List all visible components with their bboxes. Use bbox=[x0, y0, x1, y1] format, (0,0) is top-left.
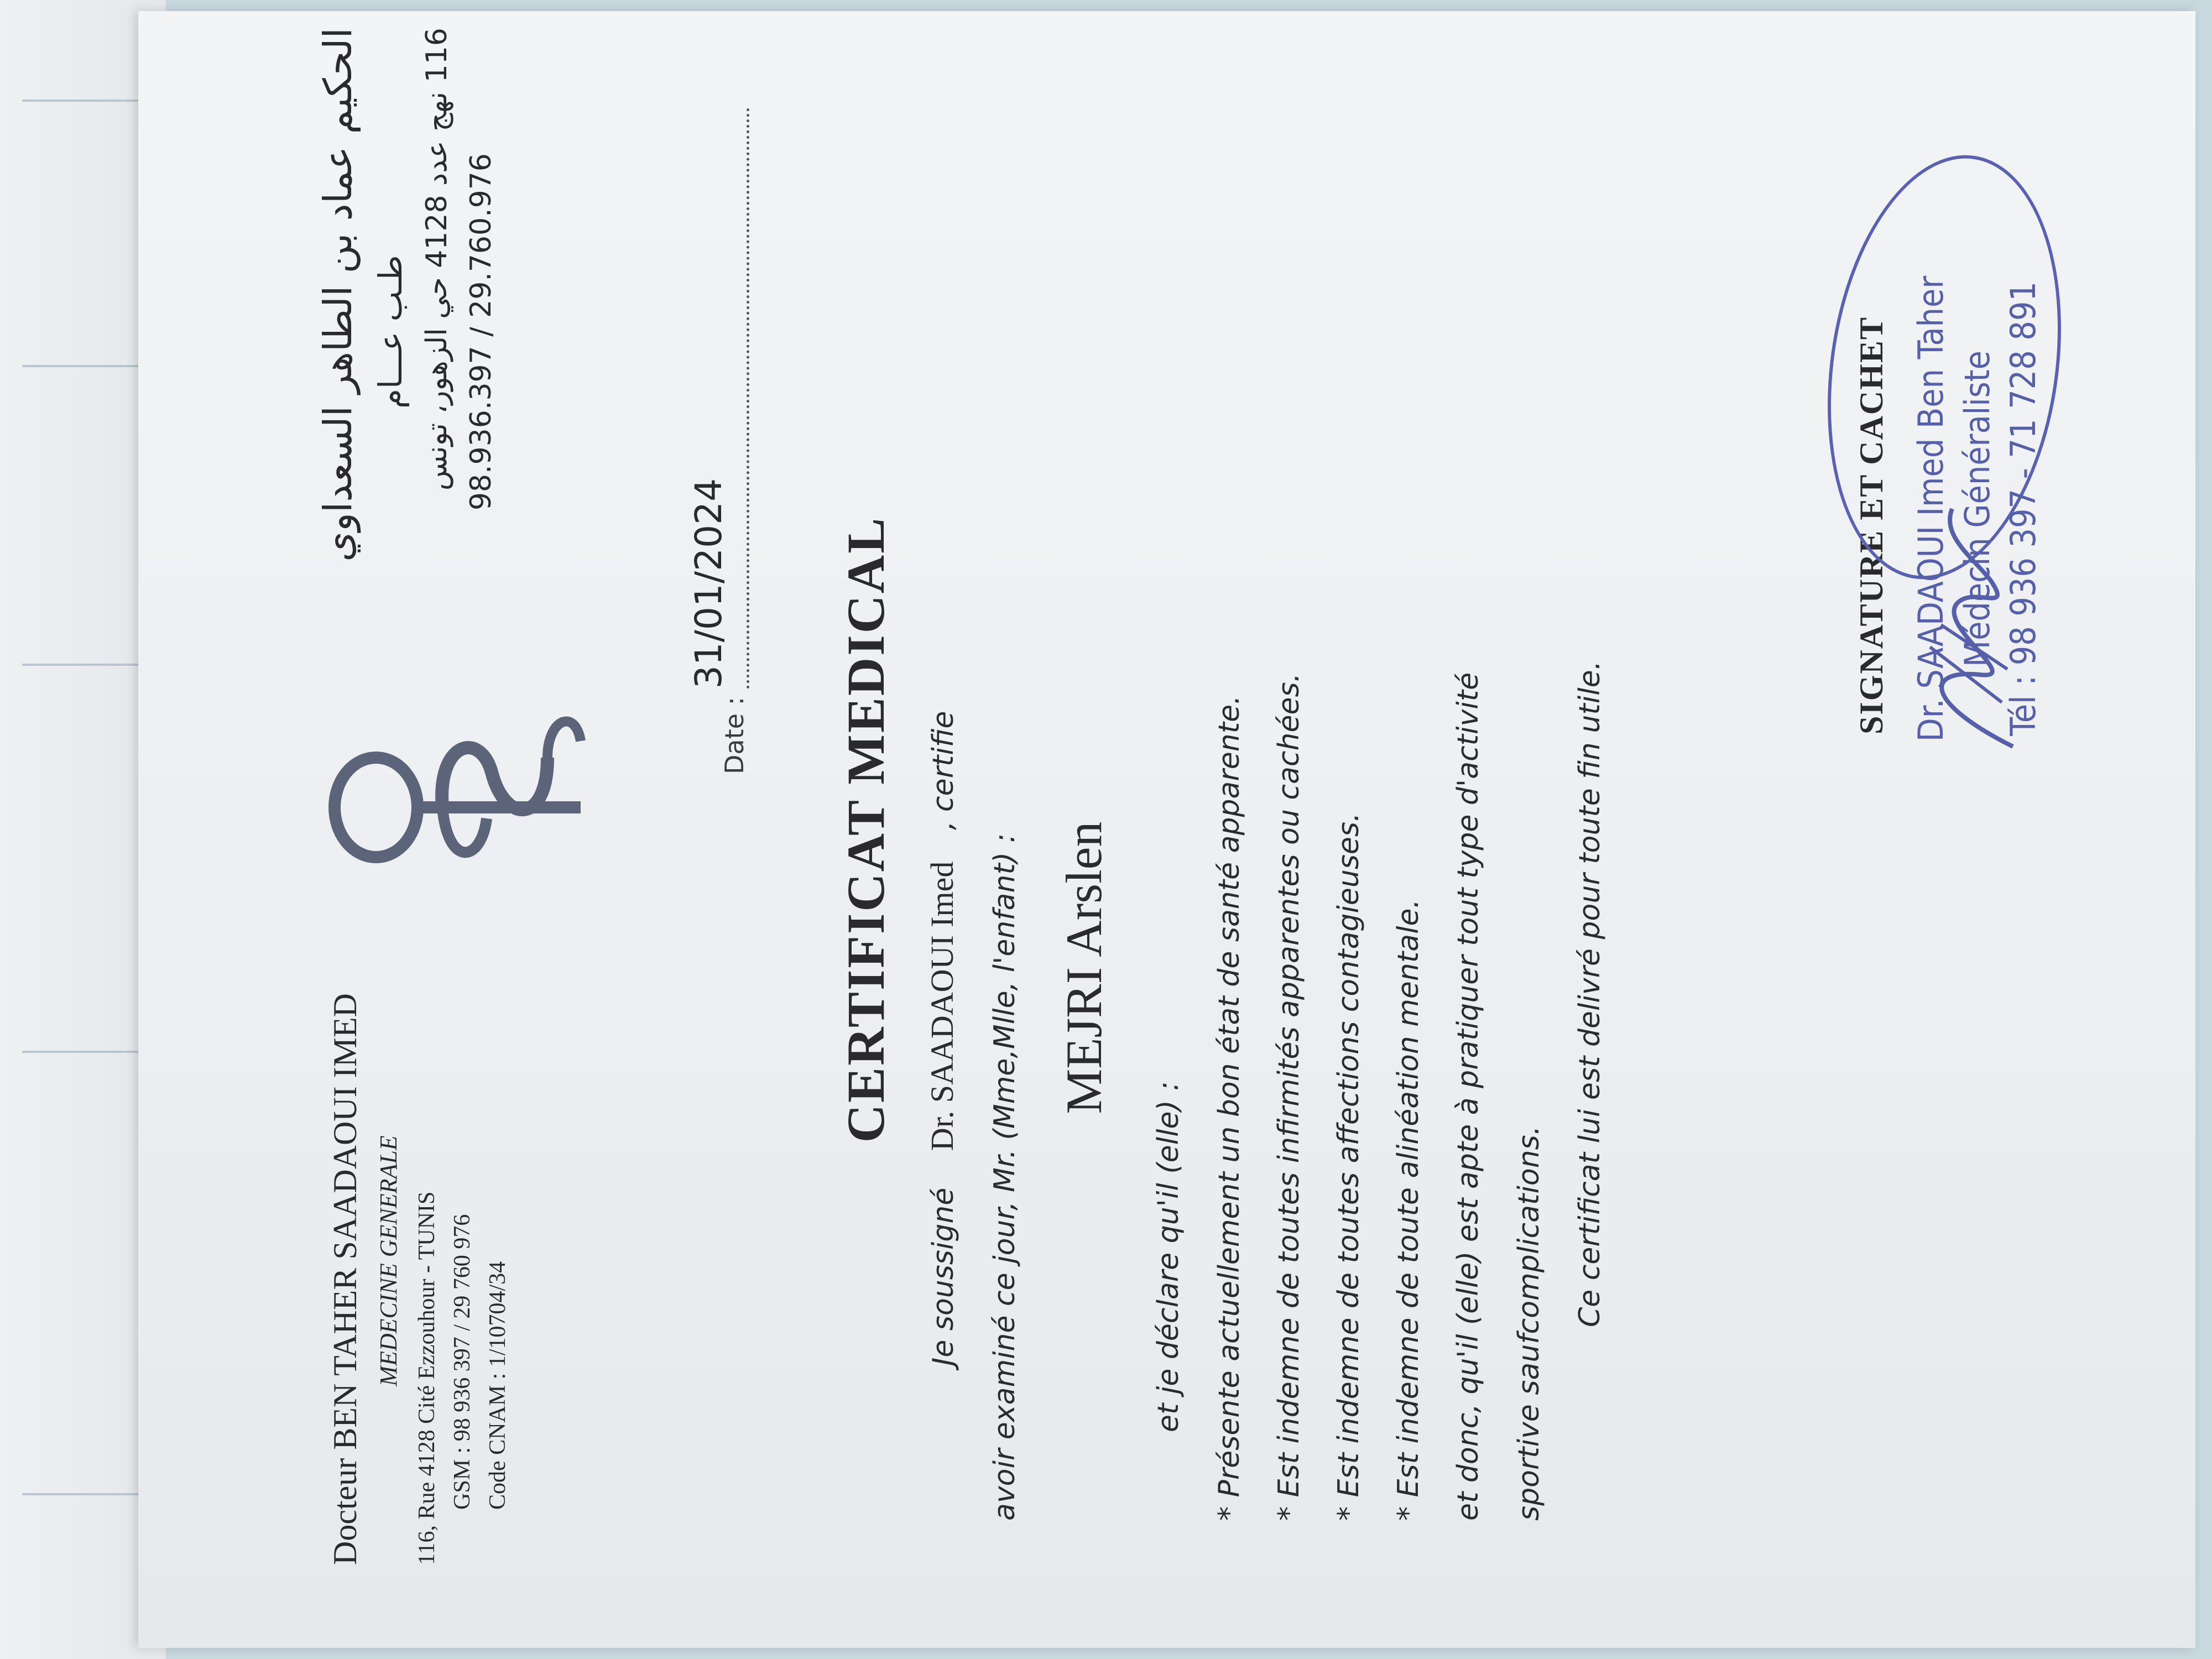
intro-line bbox=[924, 83, 961, 1521]
signature-heading: SIGNATURE ET CACHET bbox=[1853, 316, 1890, 734]
medical-caduceus-logo bbox=[315, 664, 592, 885]
stamp-title: Médecin Généraliste bbox=[1957, 350, 1997, 667]
letterhead-french bbox=[326, 901, 520, 1565]
letterhead-arabic bbox=[315, 28, 498, 636]
doctor-specialty-arabic: طـب عـــام bbox=[372, 255, 409, 409]
doctor-stamp bbox=[1908, 149, 2047, 868]
certificate-body bbox=[924, 83, 1634, 1521]
intro-text: Je soussigné bbox=[927, 1187, 960, 1366]
final-statement: Ce certificat lui est delivré pour toute fin utile. bbox=[1573, 660, 1606, 1327]
exam-line: avoir examiné ce jour, Mr. (Mme,Mlle, l'enfant) : bbox=[988, 833, 1021, 1521]
bullet-item: * Présente actuellement un bon état de santé apparente. bbox=[1213, 695, 1246, 1521]
doctor-cnam: Code CNAM : 1/10704/34 bbox=[485, 1261, 510, 1510]
declare-line: et je déclare qu'il (elle) : bbox=[1152, 1081, 1185, 1432]
doctor-name-arabic: الحكيم عماد بن الطاهر السعداوي bbox=[315, 28, 361, 562]
intro-certifie: , certifie bbox=[927, 711, 960, 831]
conclusion-line-2: sportive saufcomplications. bbox=[1512, 1125, 1546, 1521]
date-value: 31/01/2024 bbox=[687, 478, 730, 689]
date-row bbox=[687, 55, 749, 774]
date-line bbox=[687, 108, 749, 689]
conclusion-line: et donc, qu'il (elle) est apte à pratiquer tout type d'activité bbox=[1452, 672, 1485, 1521]
doctor-address-arabic: 116 نهج عدد 4128 حي الزهور، تونس bbox=[420, 28, 453, 491]
doctor-phones-arabic: 98.936.397 / 29.760.976 bbox=[465, 153, 498, 511]
bullet-item: * Est indemne de toutes infirmités apparentes ou cachées. bbox=[1272, 672, 1306, 1521]
doctor-specialty: MEDECINE GENERALE bbox=[375, 1135, 402, 1386]
doctor-gsm: GSM : 98 936 397 / 29 760 976 bbox=[450, 1214, 475, 1510]
document-title: CERTIFICAT MEDICAL bbox=[836, 516, 895, 1143]
doctor-name: Docteur BEN TAHER SAADAOUI IMED bbox=[327, 993, 363, 1565]
doctor-address: 116, Rue 4128 Cité Ezzouhour - TUNIS bbox=[414, 1191, 440, 1565]
examining-doctor: Dr. SAADAOUI Imed bbox=[924, 861, 960, 1151]
bullet-item: * Est indemne de toutes affections contagieuses. bbox=[1332, 812, 1365, 1521]
stamp-name: Dr. SAADAOUI Imed Ben Taher bbox=[1911, 275, 1951, 742]
certificate-sheet bbox=[138, 11, 2195, 1648]
bullet-item: * Est indemne de toute alinéation mentale. bbox=[1392, 899, 1425, 1521]
patient-name: MEJRI Arslen bbox=[1056, 821, 1112, 1114]
certificate-content bbox=[149, 28, 2195, 1631]
date-label: Date : bbox=[719, 696, 749, 774]
stamp-phone: Tél : 98 936 397 - 71 728 891 bbox=[2003, 281, 2044, 736]
